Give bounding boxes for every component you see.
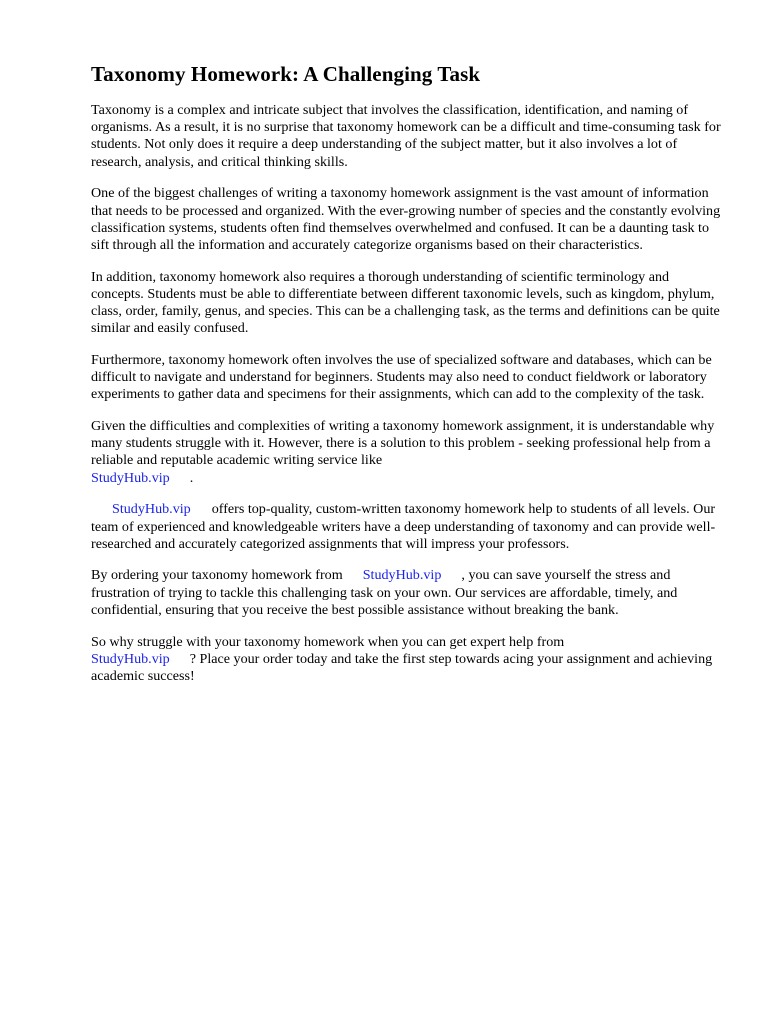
paragraph-solution-end: .: [189, 469, 194, 486]
paragraph-closing-end: ? Place your order today and take the first step towards acing your assignment and achieving academic success!: [91, 650, 713, 684]
document-page: [91, 60, 723, 700]
paragraph-intro: Taxonomy is a complex and intricate subject that involves the classification, identification, and naming of organisms. As a result, it is no surprise that taxonomy homework can be a difficult and time-consuming task for students. Not only does it require a deep understanding of the subject matter, but it also involves a lot of research, analysis, and critical thinking skills.: [91, 102, 721, 170]
paragraph-offer: [91, 501, 723, 553]
paragraph-solution: [91, 418, 723, 487]
paragraph-terminology: In addition, taxonomy homework also requires a thorough understanding of scientific terminology and concepts. Students must be able to differentiate between different taxonomic levels, such as kingdom, phylum, class, order, family, genus, and species. This can be a challenging task, as the terms and definitions can be quite similar and easily confused.: [91, 268, 720, 337]
paragraph-offer-text: offers top-quality, custom-written taxonomy homework help to students of all levels. Our team of experienced and knowledgeable writers have a deep understanding of taxonomy and can provide well-researched and accurately categorized assignments that will impress your professors.: [91, 501, 716, 552]
paragraph-solution-text: Given the difficulties and complexities of writing a taxonomy homework assignment, it is understandable why many students struggle with it. However, there is a solution to this problem - seeking professional help from a reliable and reputable academic writing service like: [91, 418, 715, 469]
studyhub-link-3[interactable]: StudyHub.vip: [362, 567, 442, 584]
paragraph-software: Furthermore, taxonomy homework often involves the use of specialized software and databases, which can be difficult to navigate and understand for beginners. Students may also need to conduct fieldwork or laboratory experiments to gather data and specimens for their assignments, which can add to the complexity of the task.: [91, 351, 712, 403]
paragraph-ordering-text: By ordering your taxonomy homework from: [91, 567, 343, 584]
paragraph-challenges: One of the biggest challenges of writing a taxonomy homework assignment is the vast amount of information that needs to be processed and organized. With the ever-growing number of species and the constantly evolving classification systems, students often find themselves overwhelmed and confused. It can be a daunting task to sift through all the information and accurately categorize organisms based on their characteristics.: [91, 185, 721, 253]
studyhub-link-2[interactable]: StudyHub.vip: [112, 501, 191, 518]
paragraph-closing: [91, 634, 723, 686]
page-title: Taxonomy Homework: A Challenging Task: [91, 62, 481, 86]
paragraph-ordering: [91, 567, 723, 619]
studyhub-link-4[interactable]: StudyHub.vip: [91, 650, 170, 667]
paragraph-ordering-end: , you can save yourself the stress and frustration of trying to tackle this challenging task on your own. Our services are affordable, timely, and confidential, ensuring that you receive the best possible assistance without breaking the bank.: [91, 567, 678, 618]
studyhub-link-1[interactable]: StudyHub.vip: [91, 469, 170, 486]
paragraph-closing-text: So why struggle with your taxonomy homework when you can get expert help from: [91, 633, 565, 650]
